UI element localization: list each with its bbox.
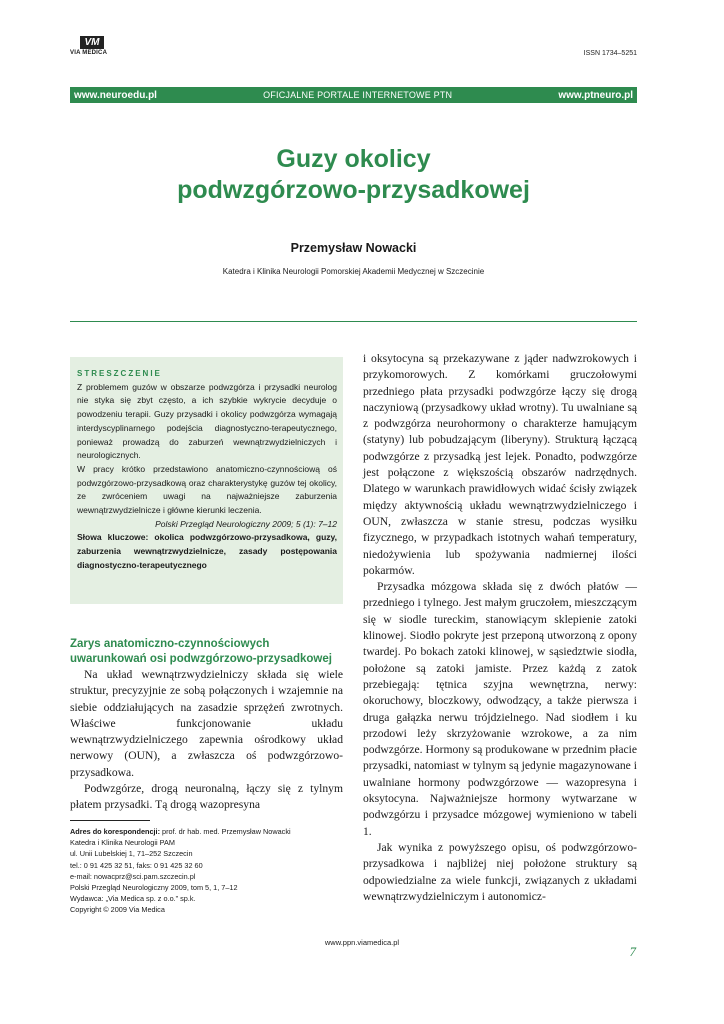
abstract-citation: Polski Przegląd Neurologiczny 2009; 5 (1): 7–12 [155, 518, 337, 529]
abstract-paragraph-2: W pracy krótko przedstawiono anatomiczno-czynnościową oś podwzgórzowo-przysadkową oraz charakterystykę guzów tej okolicy, ze zwróceniem uwagi na najważniejsze zaburzenia wewnątrzwydzielnicze i główne kierunki leczenia. [77, 463, 337, 516]
correspondence-label: Adres do korespondencji: [70, 827, 161, 836]
author-affiliation: Katedra i Klinika Neurologii Pomorskiej Akademii Medycznej w Szczecinie [222, 267, 485, 276]
issn-number: ISSN 1734–5251 [583, 50, 637, 57]
journal-url[interactable]: www.ppn.viamedica.pl [324, 938, 400, 947]
logo-mark: VM [80, 36, 104, 49]
correspondence-line: tel.: 0 91 425 32 51, faks: 0 91 425 32 60 [70, 860, 203, 870]
body-paragraph: Na układ wewnątrzwydzielniczy składa się wiele struktur, precyzyjnie ze sobą połączonych i wzajemnie na siebie oddziałujących na zasadzie sprzężeń zwrotnych. Właściwe funkcjonowanie układu wewnątrzwydzielniczego zapewnia ośrodkowy układ nerwowy (OUN), a zwłaszcza oś podwzgórzowo-przysadkowa. [70, 668, 343, 779]
correspondence-line: Wydawca: „Via Medica sp. z o.o.” sp.k. [70, 894, 196, 904]
correspondence-footnote [70, 826, 350, 916]
title-line-1: Guzy okolicy [276, 145, 431, 173]
correspondence-line: Polski Przegląd Neurologiczny 2009, tom 5, 1, 7–12 [70, 883, 238, 893]
portal-banner [70, 87, 637, 103]
via-medica-logo [70, 36, 116, 60]
left-column-text [70, 667, 343, 814]
article-title [70, 144, 637, 206]
correspondence-email[interactable]: e-mail: nowacprz@sci.pam.szczecin.pl [70, 871, 196, 881]
header-divider [70, 321, 637, 322]
abstract-box [70, 357, 343, 604]
abstract-paragraph-1: Z problemem guzów w obszarze podwzgórza i przysadki neurolog nie styka się zbyt często, a ich szybkie wykrycie decyduje o powodzeniu terapii. Guzy przysadki i okolicy podwzgórza wymagają interdyscyplinarnego podejścia diagnostyczno-terapeutycznego, ponieważ prowadzą do zaburzeń wewnątrzwydzielniczych i neurologicznych. [77, 381, 337, 461]
correspondence-line: Copyright © 2009 Via Medica [70, 905, 165, 915]
correspondence-name: prof. dr hab. med. Przemysław Nowacki [162, 827, 291, 836]
abstract-heading: STRESZCZENIE [77, 369, 162, 378]
body-paragraph: Jak wynika z powyższego opisu, oś podwzgórzowo-przysadkowa i najbliżej niej położone struktury są odpowiedzialne za wiele funkcji, związanych z układami wewnątrzwydzielniczym i autonomicz- [363, 840, 637, 903]
body-paragraph: i oksytocyna są przekazywane z jąder nadwzrokowych i przykomorowych. Z komórkami gruczołowymi przedniego płata przysadki podwzgórze łączy się drogą naczyniową (przysadkowy układ wrotny). Tu uwalniane są z podwzgórza neurohormony o charakterze hamującym (statyny) lub pobudzającym (liberyny). Strukturą łączącą podwzgórze z przysadką jest lejek. Ponadto, podwzgórze jest połączone z większością obszarów nadrzędnych. Dlatego w warunkach prawidłowych widać ścisły związek między aktywnością układu wewnątrzwydzielniczego i OUN, zwłaszcza w stanie stresu, podczas wysiłku fizycznego, w przypadkach istotnych wahań temperatury, niedożywienia lub spożywania nadmiernej ilości pokarmów. [363, 352, 637, 577]
page-number: 7 [629, 944, 636, 959]
footnote-divider [70, 820, 150, 821]
correspondence-line: ul. Unii Lubelskiej 1, 71–252 Szczecin [70, 849, 193, 859]
ptneuro-link[interactable]: www.ptneuro.pl [558, 89, 633, 101]
body-paragraph: Podwzgórze, drogą neuronalną, łączy się z tylnym płatem przysadki. Tą drogą wazopresyna [70, 782, 343, 812]
logo-text: VIA MEDICA [70, 50, 108, 56]
title-line-2: podwzgórzowo-przysadkowej [177, 176, 530, 204]
neuroedu-link[interactable]: www.neuroedu.pl [74, 89, 157, 101]
banner-caption: OFICJALNE PORTALE INTERNETOWE PTN [263, 90, 453, 100]
body-paragraph: Przysadka mózgowa składa się z dwóch płatów — przedniego i tylnego. Jest małym gruczołem, mieszczącym się w siodle tureckim, stanowiącym sklepienie zatoki klinowej. Siodło pokryte jest przeponą utworzoną z opony twardej. Po bokach zatoki klinowej, w sąsiedztwie siodła, położone są zatoki jamiste. Przez każdą z zatok przebiegają: tętnica szyjna wewnętrzna, nerwy: okoruchowy, bloczkowy, odwodzący, a także pierwsza i druga gałązka nerwu trójdzielnego. Nad siodłem i ku przodowi leży skrzyżowanie wzrokowe, a za nim podwzgórze. Hormony są produkowane w przednim płacie przysadki, natomiast w tylnym są jedynie magazynowane i uwalniane hormony podwzgórzowe — wazopresyna i oksytocyna. Najważniejsze hormony wytwarzane w podwzgórzu i przysadce mózgowej wymieniono w tabeli 1. [363, 580, 637, 838]
section-heading: Zarys anatomiczno-czynnościowych uwarunkowań osi podwzgórzowo-przysadkowej [70, 638, 332, 665]
abstract-keywords: Słowa kluczowe: okolica podwzgórzowo-przysadkowa, guzy, zaburzenia wewnątrzwydzielnicze, zasady postępowania diagnostyczno-terapeutycznego [77, 532, 337, 570]
article-author: Przemysław Nowacki [290, 241, 417, 255]
right-column-text [363, 351, 637, 905]
correspondence-line: Katedra i Klinika Neurologii PAM [70, 838, 175, 848]
